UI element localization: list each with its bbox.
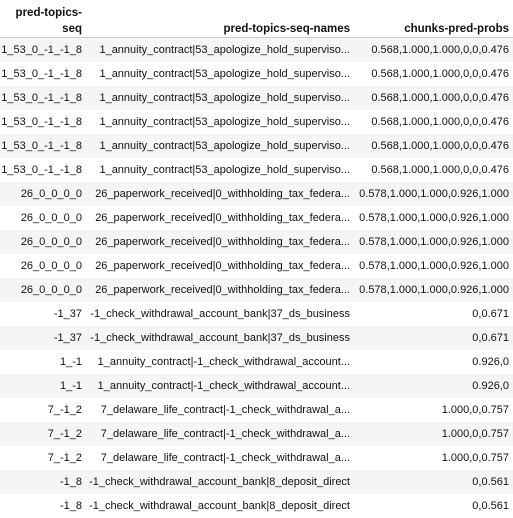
table-row — [0, 278, 513, 302]
cell-pred-topics-seq-names: 1_annuity_contract|53_apologize_hold_superviso... — [86, 110, 354, 134]
table-row — [0, 62, 513, 86]
cell-pred-topics-seq: -1_8 — [0, 470, 86, 494]
table-header — [0, 0, 513, 37]
cell-pred-topics-seq: -1_8 — [0, 494, 86, 518]
table-row — [0, 422, 513, 446]
cell-pred-topics-seq: 1_-1 — [0, 350, 86, 374]
cell-pred-topics-seq: 7_-1_2 — [0, 422, 86, 446]
table-row — [0, 110, 513, 134]
table-row — [0, 206, 513, 230]
cell-pred-topics-seq-names: 7_delaware_life_contract|-1_check_withdrawal_a... — [86, 446, 354, 470]
cell-chunks-pred-probs: 0,0.561 — [354, 494, 513, 518]
cell-pred-topics-seq-names: 26_paperwork_received|0_withholding_tax_federa... — [86, 278, 354, 302]
cell-pred-topics-seq-names: 26_paperwork_received|0_withholding_tax_federa... — [86, 230, 354, 254]
cell-pred-topics-seq-names: 26_paperwork_received|0_withholding_tax_federa... — [86, 254, 354, 278]
cell-pred-topics-seq: 7_-1_2 — [0, 398, 86, 422]
cell-pred-topics-seq-names: 26_paperwork_received|0_withholding_tax_federa... — [86, 206, 354, 230]
cell-pred-topics-seq: 26_0_0_0_0 — [0, 206, 86, 230]
table-row — [0, 254, 513, 278]
cell-pred-topics-seq: -1_37 — [0, 326, 86, 350]
table-row — [0, 398, 513, 422]
cell-chunks-pred-probs: 0.568,1.000,1.000,0,0,0.476 — [354, 62, 513, 86]
cell-chunks-pred-probs: 0.578,1.000,1.000,0.926,1.000 — [354, 206, 513, 230]
cell-pred-topics-seq: 1_-1 — [0, 374, 86, 398]
cell-chunks-pred-probs: 1.000,0,0.757 — [354, 398, 513, 422]
header-row — [0, 0, 513, 37]
cell-pred-topics-seq-names: -1_check_withdrawal_account_bank|37_ds_business — [86, 302, 354, 326]
cell-chunks-pred-probs: 0.568,1.000,1.000,0,0,0.476 — [354, 110, 513, 134]
cell-chunks-pred-probs: 0.578,1.000,1.000,0.926,1.000 — [354, 278, 513, 302]
cell-chunks-pred-probs: 0,0.561 — [354, 470, 513, 494]
cell-pred-topics-seq-names: 1_annuity_contract|53_apologize_hold_superviso... — [86, 37, 354, 62]
cell-chunks-pred-probs: 0.568,1.000,1.000,0,0,0.476 — [354, 158, 513, 182]
cell-chunks-pred-probs: 0.568,1.000,1.000,0,0,0.476 — [354, 86, 513, 110]
table-row — [0, 470, 513, 494]
cell-pred-topics-seq: 26_0_0_0_0 — [0, 278, 86, 302]
cell-pred-topics-seq-names: 7_delaware_life_contract|-1_check_withdrawal_a... — [86, 398, 354, 422]
table-row — [0, 446, 513, 470]
cell-pred-topics-seq-names: 1_annuity_contract|-1_check_withdrawal_account... — [86, 374, 354, 398]
table-row — [0, 86, 513, 110]
table-row — [0, 182, 513, 206]
table-row — [0, 230, 513, 254]
cell-pred-topics-seq: -1_37 — [0, 302, 86, 326]
cell-pred-topics-seq: 26_0_0_0_0 — [0, 254, 86, 278]
cell-chunks-pred-probs: 0.578,1.000,1.000,0.926,1.000 — [354, 230, 513, 254]
cell-pred-topics-seq-names: 1_annuity_contract|53_apologize_hold_superviso... — [86, 158, 354, 182]
cell-pred-topics-seq-names: 1_annuity_contract|53_apologize_hold_superviso... — [86, 62, 354, 86]
table-row — [0, 158, 513, 182]
cell-pred-topics-seq: 26_0_0_0_0 — [0, 182, 86, 206]
table-row — [0, 326, 513, 350]
cell-chunks-pred-probs: 1.000,0,0.757 — [354, 446, 513, 470]
table-body — [0, 37, 513, 518]
cell-pred-topics-seq-names: -1_check_withdrawal_account_bank|37_ds_business — [86, 326, 354, 350]
table-row — [0, 350, 513, 374]
column-header-chunks-pred-probs: chunks-pred-probs — [354, 0, 513, 37]
cell-chunks-pred-probs: 0,0.671 — [354, 326, 513, 350]
cell-chunks-pred-probs: 0.568,1.000,1.000,0,0,0.476 — [354, 134, 513, 158]
cell-pred-topics-seq-names: 1_annuity_contract|-1_check_withdrawal_account... — [86, 350, 354, 374]
cell-chunks-pred-probs: 0.578,1.000,1.000,0.926,1.000 — [354, 254, 513, 278]
column-header-pred-topics-seq-names: pred-topics-seq-names — [86, 0, 354, 37]
cell-pred-topics-seq: 1_53_0_-1_-1_8 — [0, 62, 86, 86]
cell-pred-topics-seq-names: -1_check_withdrawal_account_bank|8_deposit_direct — [86, 494, 354, 518]
cell-chunks-pred-probs: 0,0.671 — [354, 302, 513, 326]
cell-pred-topics-seq-names: -1_check_withdrawal_account_bank|8_deposit_direct — [86, 470, 354, 494]
cell-pred-topics-seq: 26_0_0_0_0 — [0, 230, 86, 254]
cell-chunks-pred-probs: 1.000,0,0.757 — [354, 422, 513, 446]
cell-pred-topics-seq: 7_-1_2 — [0, 446, 86, 470]
cell-pred-topics-seq: 1_53_0_-1_-1_8 — [0, 110, 86, 134]
cell-pred-topics-seq: 1_53_0_-1_-1_8 — [0, 134, 86, 158]
cell-pred-topics-seq-names: 1_annuity_contract|53_apologize_hold_superviso... — [86, 86, 354, 110]
cell-chunks-pred-probs: 0.926,0 — [354, 374, 513, 398]
cell-pred-topics-seq-names: 7_delaware_life_contract|-1_check_withdrawal_a... — [86, 422, 354, 446]
table-row — [0, 374, 513, 398]
cell-chunks-pred-probs: 0.926,0 — [354, 350, 513, 374]
cell-pred-topics-seq-names: 26_paperwork_received|0_withholding_tax_federa... — [86, 182, 354, 206]
table-row — [0, 37, 513, 62]
cell-pred-topics-seq: 1_53_0_-1_-1_8 — [0, 158, 86, 182]
cell-pred-topics-seq-names: 1_annuity_contract|53_apologize_hold_superviso... — [86, 134, 354, 158]
column-header-pred-topics-seq: pred-topics-seq — [0, 0, 86, 37]
table-row — [0, 134, 513, 158]
cell-pred-topics-seq: 1_53_0_-1_-1_8 — [0, 37, 86, 62]
cell-pred-topics-seq: 1_53_0_-1_-1_8 — [0, 86, 86, 110]
cell-chunks-pred-probs: 0.568,1.000,1.000,0,0,0.476 — [354, 37, 513, 62]
table-row — [0, 302, 513, 326]
cell-chunks-pred-probs: 0.578,1.000,1.000,0.926,1.000 — [354, 182, 513, 206]
